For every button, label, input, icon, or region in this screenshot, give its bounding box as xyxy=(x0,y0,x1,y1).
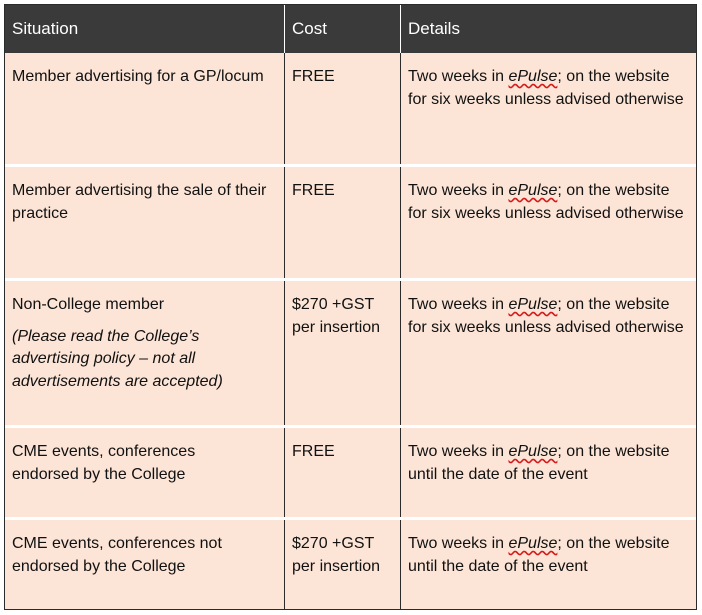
details-cell: Two weeks in ePulse; on the website until the date of the event xyxy=(408,443,670,483)
row-separator xyxy=(5,517,696,520)
cost-cell: FREE xyxy=(292,68,335,85)
details-cell: Two weeks in ePulse; on the website for six weeks unless advised otherwise xyxy=(408,68,684,108)
advertising-rates-table xyxy=(4,4,697,610)
header-details: Details xyxy=(408,19,460,38)
details-cell: Two weeks in ePulse; on the website for six weeks unless advised otherwise xyxy=(408,182,684,222)
header-cost: Cost xyxy=(292,19,327,38)
situation-cell: Member advertising the sale of their practice xyxy=(12,182,267,222)
epulse-name: ePulse xyxy=(508,443,558,460)
cost-cell: $270 +GST per insertion xyxy=(292,535,381,575)
situation-note: (Please read the College’s advertising policy – not all advertisements are accepted) xyxy=(12,327,223,390)
details-cell: Two weeks in ePulse; on the website for six weeks unless advised otherwise xyxy=(408,296,684,336)
situation-cell: Member advertising for a GP/locum xyxy=(12,68,264,85)
row-separator xyxy=(5,425,696,428)
epulse-name: ePulse xyxy=(508,182,558,199)
header-divider xyxy=(284,5,285,53)
details-cell: Two weeks in ePulse; on the website until the date of the event xyxy=(408,535,670,575)
header-situation: Situation xyxy=(12,19,79,38)
epulse-name: ePulse xyxy=(508,296,558,313)
cost-cell: FREE xyxy=(292,443,335,460)
cost-cell: $270 +GST per insertion xyxy=(292,296,381,336)
epulse-name: ePulse xyxy=(508,535,558,552)
situation-cell: CME events, conferences endorsed by the College xyxy=(12,443,196,483)
header-divider xyxy=(400,5,401,53)
row-separator xyxy=(5,164,696,167)
epulse-name: ePulse xyxy=(508,68,558,85)
situation-text: Non-College member xyxy=(12,296,165,313)
cost-cell: FREE xyxy=(292,182,335,199)
row-separator xyxy=(5,278,696,281)
situation-cell xyxy=(5,294,284,393)
situation-cell: CME events, conferences not endorsed by the College xyxy=(12,535,222,575)
